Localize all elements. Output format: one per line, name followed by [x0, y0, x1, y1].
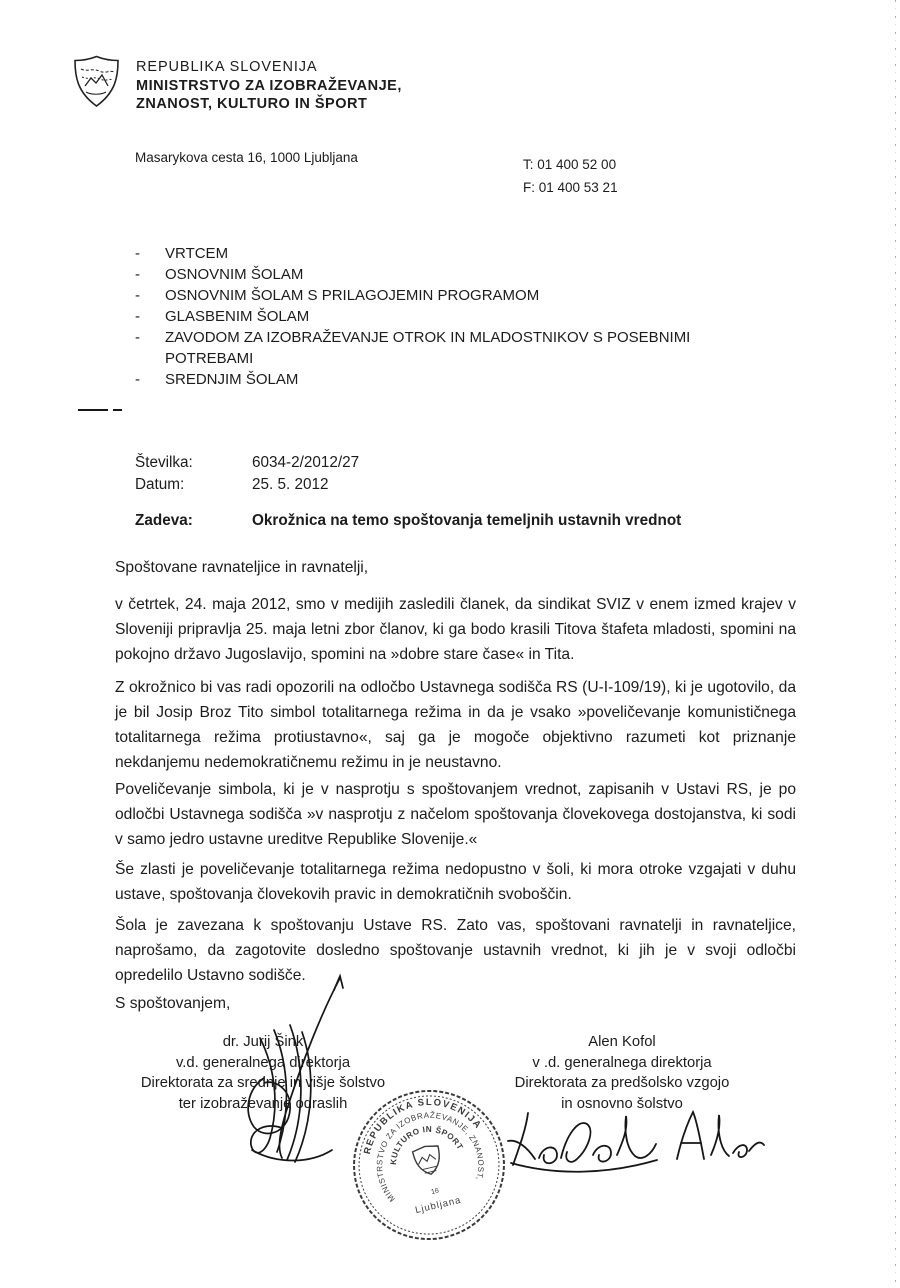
coat-of-arms-logo — [73, 55, 120, 108]
closing-phrase: S spoštovanjem, — [115, 995, 231, 1012]
republic-title: REPUBLIKA SLOVENIJA — [136, 59, 318, 75]
signer-title: v.d. generalnega direktorja — [175, 1054, 351, 1071]
recipient-text: OSNOVNIM ŠOLAM — [165, 266, 304, 283]
recipient-text: ZAVODOM ZA IZOBRAŽEVANJE OTROK IN MLADOSTNIKOV S POSEBNIMI POTREBAMI — [165, 329, 691, 367]
meta-row-number — [135, 452, 359, 474]
ministry-address: Masarykova cesta 16, 1000 Ljubljana — [135, 150, 358, 165]
signer-name: Alen Kofol — [588, 1034, 656, 1050]
list-item — [135, 285, 765, 306]
contact-block — [523, 153, 618, 199]
list-item — [135, 243, 765, 264]
list-dash: - — [135, 245, 140, 262]
stamp-ring-top-text: REPUBLIKA SLOVENIJA — [361, 1096, 484, 1156]
number-value: 6034-2/2012/27 — [252, 454, 360, 471]
signer-directorate: Direktorata za srednje in višje šolstvo — [140, 1075, 386, 1091]
recipient-text: OSNOVNIM ŠOLAM S PRILAGOJEMIN PROGRAMOM — [165, 287, 540, 304]
paragraph-4: Še zlasti je poveličevanje totalitarnega režima nedopustno v šoli, ki mora otroke vzgajati v duhu ustave, spoštovanja človekovih pravic in demokratičnih svoboščin. — [115, 861, 796, 903]
recipient-text: SREDNJIM ŠOLAM — [165, 371, 299, 388]
separator-line — [78, 409, 108, 411]
list-item — [135, 306, 765, 327]
signer-directorate: Direktorata za predšolsko vzgojo — [514, 1075, 730, 1091]
signature-scrawl-icon — [505, 1103, 765, 1183]
fax-number: F: 01 400 53 21 — [523, 180, 618, 195]
signature-block-right — [477, 1032, 767, 1114]
list-dash: - — [135, 308, 140, 325]
paragraph-2: Z okrožnico bi vas radi opozorili na odločbo Ustavnega sodišča RS (U-I-109/19), ki je ugotovilo, da je bil Josip Broz Tito simbol totalitarnega režima in da je vsako »poveličevanje komunističnega totalitarnega režima protiustavno«, saj ga je mogoče objektivno razumeti kot priznanje nekdanjemu nedemokratičnemu režimu in je neustavno. — [115, 679, 796, 771]
recipient-text: GLASBENIM ŠOLAM — [165, 308, 310, 325]
handwritten-signature-left — [218, 970, 368, 1175]
subject-row — [135, 512, 812, 530]
document-meta — [135, 452, 359, 495]
number-label: Številka: — [135, 454, 193, 471]
signer-name: dr. Jurij Šink — [222, 1034, 304, 1050]
stamp-ring-middle-text: MINISTRSTVO ZA IZOBRAŽEVANJE, ZNANOST, — [375, 1110, 486, 1204]
stamp-ring-inner-text: KULTURO IN ŠPORT — [388, 1124, 465, 1166]
signer-title: v .d. generalnega direktorja — [532, 1054, 712, 1071]
shield-icon — [73, 55, 120, 108]
handwritten-signature-right — [505, 1103, 765, 1183]
signer-directorate-2: ter izobraževanje odraslih — [178, 1095, 348, 1112]
scan-edge-artifact — [895, 0, 896, 1288]
subject-label: Zadeva: — [135, 512, 193, 529]
stamp-number: 16 — [430, 1187, 440, 1197]
stamp-seal-icon — [349, 1086, 511, 1246]
recipient-text: VRTCEM — [165, 245, 229, 262]
list-item — [135, 264, 765, 285]
stamp-city: Ljubljana — [414, 1194, 463, 1217]
phone-number: T: 01 400 52 00 — [523, 157, 617, 172]
salutation: Spoštovane ravnateljice in ravnatelji, — [115, 559, 369, 576]
meta-row-date — [135, 474, 359, 496]
date-value: 25. 5. 2012 — [252, 475, 329, 493]
paragraph-5: Šola je zavezana k spoštovanju Ustave RS. Zato vas, spoštovani ravnatelji in ravnateljice, naprošamo, da zagotovite dosledno spoštovanje ustavnih vrednot, ki jih je v svoji odločbi opredelilo Ustavno sodišče. — [115, 917, 796, 984]
official-stamp — [349, 1086, 511, 1246]
letterhead — [136, 58, 402, 113]
signature-scrawl-icon — [218, 970, 368, 1175]
list-item — [135, 327, 765, 369]
signer-directorate-2: in osnovno šolstvo — [561, 1095, 683, 1112]
ministry-name-line1: MINISTRSTVO ZA IZOBRAŽEVANJE, — [136, 78, 402, 94]
list-dash: - — [135, 287, 140, 304]
paragraph-1: v četrtek, 24. maja 2012, smo v medijih zasledili članek, da sindikat SVIZ v enem izmed krajev v Sloveniji pripravlja 25. maja letni zbor članov, ki ga bodo krasili Titova štafeta mladosti, spomini na pokojno državo Jugoslavijo, spomini na »dobre stare čase« in Tita. — [115, 596, 796, 663]
list-dash: - — [135, 329, 140, 346]
subject-value: Okrožnica na temo spoštovanja temeljnih ustavnih vrednot — [252, 512, 682, 529]
list-dash: - — [135, 371, 140, 388]
list-item — [135, 369, 765, 390]
separator-mark — [78, 409, 122, 411]
date-label: Datum: — [135, 475, 185, 493]
list-dash: - — [135, 266, 140, 283]
paragraph-3: Poveličevanje simbola, ki je v nasprotju s spoštovanjem vrednot, zapisanih v Ustavi RS, je po odločbi Ustavnega sodišča »v nasprotju z načelom spoštovanja človekovega dostojanstva, ki sodi v samo jedro ustavne ureditve Republike Slovenije.« — [115, 781, 796, 848]
separator-dash — [113, 409, 122, 411]
ministry-name-line2: ZNANOST, KULTURO IN ŠPORT — [136, 96, 368, 112]
recipient-list — [135, 243, 765, 390]
